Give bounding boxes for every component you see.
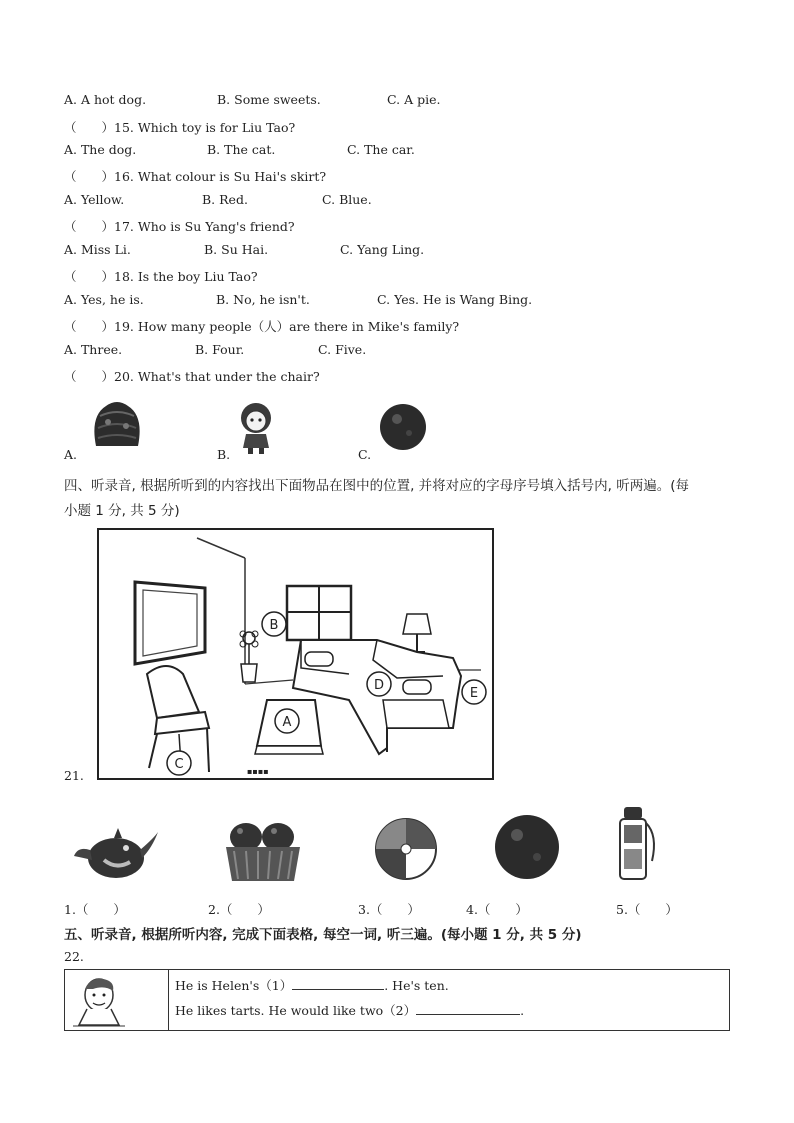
item-4-blank[interactable]: 4.（ ） (466, 902, 528, 917)
q18-text: （ ）18. Is the boy Liu Tao? (64, 269, 258, 284)
row1-text-end: . He's ten. (384, 978, 449, 993)
boy-picture-cell (65, 970, 169, 1030)
q20-option-a: A. (64, 447, 78, 462)
q17-option-a: A. Miss Li. (64, 242, 131, 257)
q20-text: （ ）20. What's that under the chair? (64, 369, 320, 384)
row2-text-end: . (520, 1003, 525, 1018)
blank-1-input[interactable] (292, 978, 384, 990)
q16-text: （ ）16. What colour is Su Hai's skirt? (64, 169, 327, 184)
cd-icon (374, 817, 438, 881)
q14-option-c: C. A pie. (387, 92, 441, 107)
q15-option-b: B. The cat. (207, 142, 276, 157)
blank-2-input[interactable] (416, 1003, 520, 1015)
bird-icon (70, 820, 162, 882)
q16-option-b: B. Red. (202, 192, 248, 207)
question-22-number: 22. (64, 949, 84, 964)
q18-option-c: C. Yes. He is Wang Bing. (377, 292, 533, 307)
row1-text-start: He is Helen's（1） (175, 978, 293, 993)
ball-icon (378, 402, 428, 452)
info-table (64, 969, 730, 1031)
item-3-blank[interactable]: 3.（ ） (358, 902, 420, 917)
q14-option-b: B. Some sweets. (217, 92, 321, 107)
section5-title: 五、听录音, 根据所听内容, 完成下面表格, 每空一词, 听三遍。(每小题 1 分, 共 5 分) (64, 927, 582, 943)
q15-text: （ ）15. Which toy is for Liu Tao? (64, 120, 296, 135)
item-2-blank[interactable]: 2.（ ） (208, 902, 270, 917)
q16-option-a: A. Yellow. (64, 192, 125, 207)
table-row-2 (175, 1001, 524, 1019)
q19-option-b: B. Four. (195, 342, 245, 357)
section4-title-line2: 小题 1 分, 共 5 分) (64, 503, 180, 519)
q15-option-a: A. The dog. (64, 142, 137, 157)
q17-option-c: C. Yang Ling. (340, 242, 425, 257)
question-21-number: 21. (64, 768, 84, 783)
section4-title-line1: 四、听录音, 根据所听到的内容找出下面物品在图中的位置, 并将对应的字母序号填入括号内, 听两遍。(每 (64, 478, 690, 494)
ball-icon (493, 813, 561, 881)
q18-option-b: B. No, he isn't. (216, 292, 310, 307)
table-row-1 (175, 976, 449, 994)
q15-option-c: C. The car. (347, 142, 415, 157)
item-1-blank[interactable]: 1.（ ） (64, 902, 126, 917)
q20-option-b: B. (217, 447, 231, 462)
room-label-d: D (373, 678, 385, 693)
q18-option-a: A. Yes, he is. (64, 292, 144, 307)
q19-option-c: C. Five. (318, 342, 367, 357)
doll-icon (234, 400, 278, 456)
room-picture (97, 528, 494, 780)
item-5-blank[interactable]: 5.（ ） (616, 902, 678, 917)
bag-icon (86, 396, 148, 454)
q19-option-a: A. Three. (64, 342, 123, 357)
q17-option-b: B. Su Hai. (204, 242, 269, 257)
row2-text-start: He likes tarts. He would like two（2） (175, 1003, 417, 1018)
room-label-b: B (269, 618, 279, 633)
room-label-c: C (174, 757, 184, 772)
room-label-a: A (282, 715, 292, 730)
q17-text: （ ）17. Who is Su Yang's friend? (64, 219, 295, 234)
cake-icon (220, 815, 306, 883)
room-label-e: E (469, 686, 479, 701)
q16-option-c: C. Blue. (322, 192, 372, 207)
boy-avatar-icon (73, 975, 125, 1027)
q14-option-a: A. A hot dog. (64, 92, 147, 107)
q19-text: （ ）19. How many people（人）are there in Mike's family? (64, 319, 460, 334)
water-bottle-icon (612, 805, 660, 881)
svg-text:▪▪▪▪: ▪▪▪▪ (247, 767, 269, 776)
q20-option-c: C. (358, 447, 372, 462)
